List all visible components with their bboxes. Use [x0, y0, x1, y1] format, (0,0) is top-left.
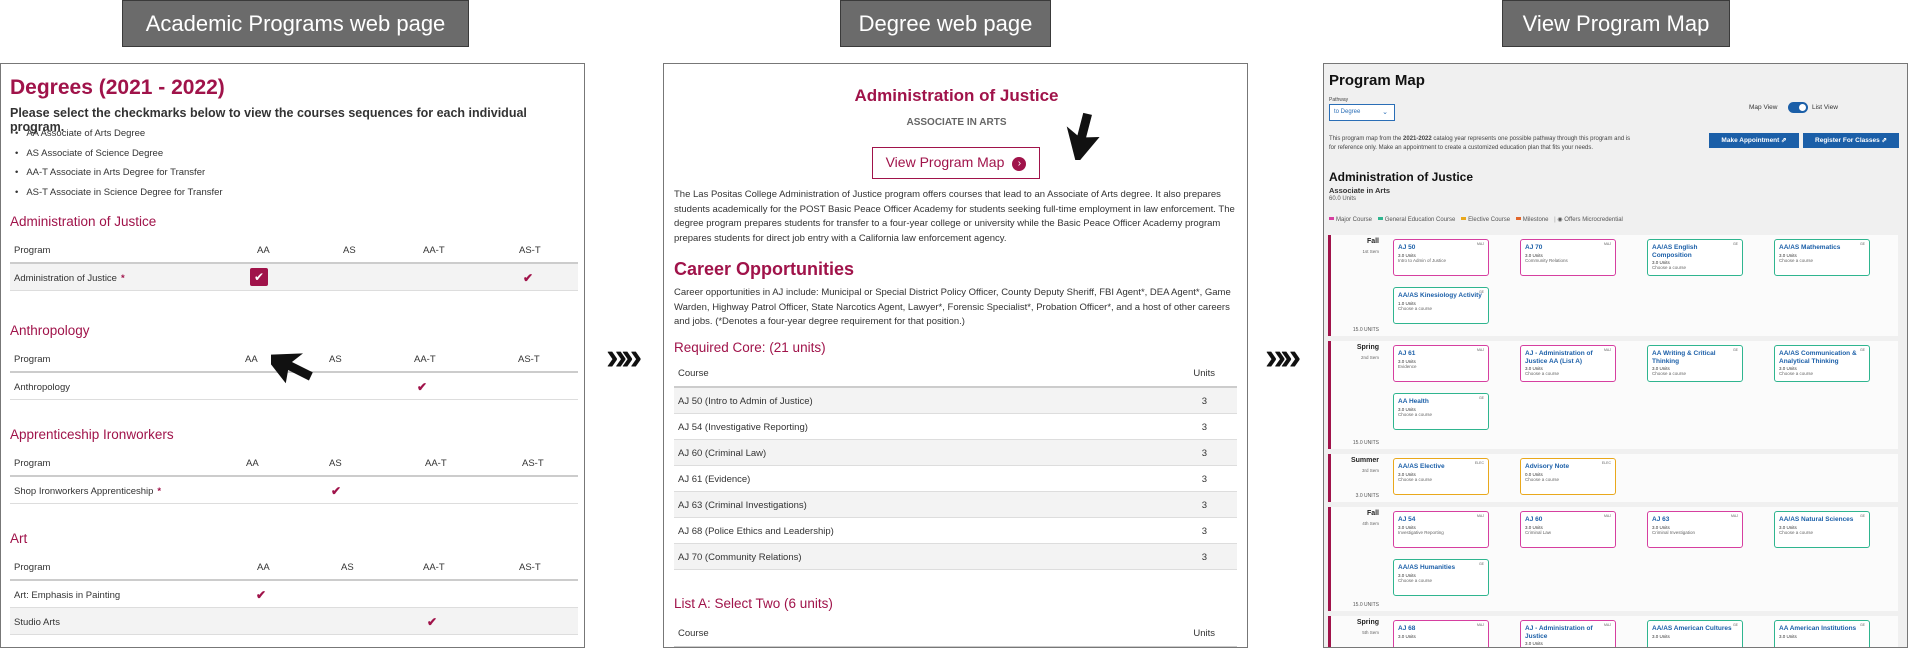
course-card[interactable]	[1520, 239, 1616, 276]
table-row	[674, 388, 1237, 414]
course-units: 3.0 Units	[1525, 366, 1543, 371]
pathway-value: to Degree	[1334, 109, 1361, 115]
caption-view-program-map: View Program Map	[1502, 0, 1730, 47]
program-map-title: Program Map	[1329, 72, 1425, 89]
program-name: Administration of Justice	[14, 273, 117, 284]
course-card[interactable]	[1774, 511, 1870, 548]
register-for-classes-button[interactable]: Register For Classes ⇗	[1803, 133, 1899, 148]
section-title: Art	[10, 531, 28, 546]
list-item: • AA-T Associate in Arts Degree for Transfer	[15, 163, 223, 183]
term-units: 15.0 UNITS	[1352, 327, 1379, 333]
course-card[interactable]	[1774, 345, 1870, 382]
academic-programs-panel	[0, 63, 585, 648]
term-name: Fall	[1366, 510, 1379, 517]
course-card[interactable]	[1393, 287, 1489, 324]
table-row	[674, 466, 1237, 492]
term-sub: 2nd Sem	[1360, 355, 1379, 360]
course-desc: Choose a course	[1525, 371, 1560, 376]
table-row	[674, 414, 1237, 440]
checkmark-ast-button[interactable]: ✔	[523, 271, 534, 285]
view-toggle[interactable]	[1788, 102, 1808, 113]
course-units: 1.0 Units	[1398, 300, 1416, 306]
list-item: • AS-T Associate in Science Degree for Transfer	[15, 183, 223, 203]
table-header	[674, 360, 1237, 388]
program-title: Administration of Justice	[1329, 170, 1474, 184]
col-aat: AA-T	[423, 245, 445, 256]
degree-type-list	[15, 124, 223, 202]
caption-academic-programs: Academic Programs web page	[122, 0, 469, 47]
disclaimer-text: This program map from the	[1329, 136, 1404, 142]
list-view-label: List View	[1812, 104, 1838, 111]
pointer-arrow-icon	[1049, 104, 1101, 160]
table-row	[10, 581, 578, 608]
page-title: Degrees (2021 - 2022)	[10, 76, 225, 99]
course-name: AJ - Administration of Justice AA (List A)	[1525, 350, 1593, 365]
section-title: Apprenticeship Ironworkers	[10, 427, 174, 442]
col-aa: AA	[257, 245, 270, 256]
course-desc: Choose a course	[1652, 265, 1687, 270]
list-item: • AA Associate of Arts Degree	[15, 124, 223, 144]
transition-arrows-2: »»	[1265, 336, 1296, 378]
course-units: 3.0 Units	[1398, 406, 1416, 412]
table-row	[10, 608, 578, 635]
course-name: AJ 50	[1398, 244, 1416, 251]
required-marker: *	[120, 273, 125, 284]
legend-ge: General Education Course	[1384, 217, 1456, 223]
legend-milestone: Milestone	[1522, 217, 1549, 223]
table-row	[674, 544, 1237, 570]
course-legend: Major Course General Education Course Elective Course Milestone | ◉ Offers Microcredential	[1329, 216, 1623, 223]
course-name: AA/AS Communication & Analytical Thinking	[1779, 350, 1857, 365]
required-marker: *	[157, 486, 162, 497]
course-units: 3.0 Units	[1652, 633, 1670, 639]
course-desc: Choose a course	[1398, 411, 1433, 417]
course-units: 3.0 Units	[1398, 358, 1416, 364]
degree-page-panel	[663, 63, 1248, 648]
course-units: 3.0 Units	[1398, 633, 1416, 639]
term-block	[1328, 235, 1898, 336]
milestone-swatch	[1516, 217, 1521, 220]
course-tag: ELEC	[1474, 461, 1484, 465]
section-title: Anthropology	[10, 323, 90, 338]
course-units: 3.0 Units	[1398, 572, 1416, 578]
table-header	[10, 553, 578, 581]
col-program: Program	[14, 458, 51, 469]
course-card[interactable]	[1393, 393, 1489, 430]
course-units: 3	[1201, 422, 1207, 433]
course-name: AJ 68 (Police Ethics and Leadership)	[678, 526, 834, 537]
total-units: 60.0 Units	[1329, 196, 1357, 202]
course-name: AA American Institutions	[1779, 625, 1857, 632]
checkmark-aat-button[interactable]: ✔	[427, 615, 438, 629]
disclaimer-text: catalog year represents one possible pathway through this program and is for reference only. Make an appointment to create a customized education plan that fits your needs.	[1329, 136, 1631, 151]
table-row	[674, 518, 1237, 544]
program-map-panel	[1323, 63, 1908, 648]
course-tag: GE	[1478, 562, 1484, 566]
course-card[interactable]	[1647, 239, 1743, 276]
col-as: AS	[329, 354, 342, 365]
course-desc: Evidence	[1398, 363, 1417, 369]
term-block	[1328, 341, 1898, 449]
course-units: 3	[1201, 500, 1207, 511]
course-units: 3.0 Units	[1779, 366, 1797, 371]
program-name: Shop Ironworkers Apprenticeship	[14, 486, 154, 497]
course-desc: Choose a course	[1398, 577, 1433, 583]
course-units: 0.0 Units	[1525, 471, 1543, 477]
course-units: 3.0 Units	[1398, 524, 1416, 530]
term-units: 15.0 UNITS	[1352, 440, 1379, 446]
course-name: AA/AS Humanities	[1398, 564, 1456, 571]
col-aa: AA	[245, 354, 258, 365]
course-tag: ELEC	[1601, 461, 1611, 465]
pathway-select[interactable]	[1329, 104, 1395, 121]
course-card[interactable]	[1393, 559, 1489, 596]
term-name: Spring	[1356, 619, 1379, 626]
col-program: Program	[14, 245, 51, 256]
col-aat: AA-T	[425, 458, 447, 469]
col-as: AS	[329, 458, 342, 469]
course-units: 3.0 Units	[1398, 471, 1416, 477]
term-block	[1328, 616, 1898, 648]
course-desc: Choose a course	[1779, 529, 1814, 535]
col-units: Units	[1193, 368, 1215, 379]
career-heading: Career Opportunities	[674, 259, 855, 279]
term-units: 3.0 UNITS	[1355, 493, 1379, 499]
col-program: Program	[14, 562, 51, 573]
col-as: AS	[343, 245, 356, 256]
course-tag: GE	[1732, 623, 1738, 627]
course-card[interactable]	[1393, 345, 1489, 382]
course-units: 3.0 Units	[1525, 641, 1543, 646]
checkmark-aa-button[interactable]: ✔	[250, 268, 268, 286]
course-name: AJ 63 (Criminal Investigations)	[678, 500, 807, 511]
course-desc: Choose a course	[1525, 476, 1560, 482]
course-name: AA Writing & Critical Thinking	[1652, 350, 1716, 365]
degree-type: Associate in Arts	[1329, 186, 1390, 195]
col-course: Course	[678, 628, 709, 639]
course-name: AJ - Administration of Justice	[1525, 625, 1593, 640]
list-a-heading: List A: Select Two (6 units)	[674, 596, 833, 611]
checkmark-aa-button[interactable]: ✔	[256, 588, 267, 602]
intro-text: Please select the checkmarks below to view the courses sequences for each individual program.	[10, 106, 527, 134]
course-tag: GE	[1478, 290, 1484, 294]
course-units: 3.0 Units	[1652, 366, 1670, 371]
course-units: 3	[1201, 526, 1207, 537]
course-tag: MAJ	[1604, 514, 1611, 518]
course-units: 3	[1201, 448, 1207, 459]
legend-elective: Elective Course	[1468, 217, 1511, 223]
course-units: 3	[1201, 552, 1207, 563]
disclaimer	[1329, 135, 1634, 153]
course-card[interactable]	[1393, 511, 1489, 548]
ge-swatch	[1378, 217, 1383, 220]
col-ast: AS-T	[519, 245, 541, 256]
col-ast: AS-T	[519, 562, 541, 573]
course-units: 3.0 Units	[1779, 252, 1797, 258]
course-tag: GE	[1732, 242, 1738, 246]
course-card[interactable]	[1520, 511, 1616, 548]
term-sub: 4th Sem	[1362, 521, 1379, 526]
course-name: AJ 61 (Evidence)	[678, 474, 751, 485]
required-core-heading: Required Core: (21 units)	[674, 340, 826, 355]
table-header	[10, 236, 578, 264]
view-program-map-button[interactable]	[872, 147, 1040, 179]
course-tag: MAJ	[1477, 242, 1484, 246]
view-program-map-label: View Program Map	[885, 154, 1005, 170]
checkmark-aat-button[interactable]: ✔	[417, 380, 428, 394]
elective-swatch	[1461, 217, 1466, 220]
cursor-arrow-icon	[271, 336, 331, 396]
course-card[interactable]	[1774, 239, 1870, 276]
course-units: 3.0 Units	[1525, 252, 1543, 258]
term-units: 15.0 UNITS	[1352, 602, 1379, 608]
col-course: Course	[678, 368, 709, 379]
map-view-label: Map View	[1749, 104, 1778, 111]
course-card[interactable]	[1520, 620, 1616, 648]
course-tag: GE	[1859, 514, 1865, 518]
table-header	[674, 620, 1237, 648]
checkmark-as-button[interactable]: ✔	[331, 484, 342, 498]
course-tag: GE	[1859, 623, 1865, 627]
course-desc: Choose a course	[1398, 305, 1433, 311]
degree-title: Administration of Justice	[854, 86, 1059, 105]
course-desc: Criminal Investigation	[1652, 529, 1696, 535]
course-card[interactable]	[1393, 620, 1489, 648]
table-row	[674, 492, 1237, 518]
course-units: 3.0 Units	[1652, 260, 1670, 265]
course-units: 3	[1201, 474, 1207, 485]
make-appointment-button[interactable]: Make Appointment ⇗	[1709, 133, 1799, 148]
program-name: Art: Emphasis in Painting	[14, 590, 121, 601]
course-name: AJ 60 (Criminal Law)	[678, 448, 767, 459]
degree-subtitle: ASSOCIATE IN ARTS	[906, 117, 1007, 128]
transition-arrows-1: »»	[606, 336, 637, 378]
career-text: Career opportunities in AJ include: Municipal or Special District Policy Officer, County Deputy Sheriff, FBI Agent*, DEA Agent*, Game Warden, Highway Patrol Officer, State Narcotics Agent, Lawyer*, Forensic Specialist*, Probation Officer*, and a host of other careers and jobs. (*Denotes a four-year degree requirement for that position.)	[674, 287, 1231, 327]
course-desc: Community Relations	[1525, 257, 1568, 263]
course-units: 3	[1201, 396, 1207, 407]
course-tag: MAJ	[1477, 623, 1484, 627]
course-desc: Investigative Reporting	[1398, 529, 1444, 535]
course-name: AJ 68	[1398, 625, 1416, 632]
course-name: AA/AS Mathematics	[1779, 244, 1841, 251]
course-name: AA Health	[1398, 398, 1429, 405]
course-card[interactable]	[1647, 345, 1743, 382]
course-card[interactable]	[1520, 458, 1616, 495]
col-as: AS	[341, 562, 354, 573]
list-item: • AS Associate of Science Degree	[15, 144, 223, 164]
course-tag: MAJ	[1604, 348, 1611, 352]
course-tag: GE	[1859, 348, 1865, 352]
course-tag: MAJ	[1731, 514, 1738, 518]
term-sub: 1st Sem	[1362, 249, 1379, 254]
term-sub: 3rd Sem	[1361, 468, 1379, 473]
table-row	[10, 264, 578, 291]
section-apprenticeship-ironworkers	[10, 425, 578, 504]
section-administration-of-justice	[10, 212, 578, 291]
course-desc: Choose a course	[1779, 257, 1814, 263]
term-name: Summer	[1350, 457, 1379, 464]
course-name: AA/AS English Composition	[1652, 244, 1698, 259]
course-name: AA/AS Elective	[1398, 463, 1445, 470]
course-card[interactable]	[1393, 458, 1489, 495]
term-block	[1328, 507, 1898, 611]
course-card[interactable]	[1393, 239, 1489, 276]
major-swatch	[1329, 217, 1334, 220]
course-card[interactable]	[1520, 345, 1616, 382]
course-name: AJ 70	[1525, 244, 1543, 251]
course-units: 3.0 Units	[1779, 633, 1797, 639]
table-row	[10, 477, 578, 504]
course-name: AJ 70 (Community Relations)	[678, 552, 802, 563]
course-card[interactable]	[1774, 620, 1870, 648]
course-name: AA/AS Kinesiology Activity	[1398, 292, 1482, 299]
section-title: Administration of Justice	[10, 214, 157, 229]
course-desc: Choose a course	[1652, 371, 1687, 376]
course-name: AJ 54	[1398, 516, 1416, 523]
legend-micro: Offers Microcredential	[1564, 217, 1623, 223]
col-aat: AA-T	[414, 354, 436, 365]
section-art	[10, 529, 578, 635]
legend-major: Major Course	[1336, 217, 1373, 223]
course-units: 3.0 Units	[1652, 524, 1670, 530]
term-name: Fall	[1366, 238, 1379, 245]
course-desc: Choose a course	[1779, 371, 1814, 376]
course-tag: GE	[1859, 242, 1865, 246]
course-name: AJ 61	[1398, 350, 1416, 357]
course-desc: Criminal Law	[1525, 529, 1552, 535]
course-card[interactable]	[1647, 620, 1743, 648]
course-card[interactable]	[1647, 511, 1743, 548]
course-name: AA/AS American Cultures	[1652, 625, 1732, 632]
course-desc: Choose a course	[1398, 476, 1433, 482]
col-aa: AA	[246, 458, 259, 469]
required-core-table	[674, 360, 1237, 570]
course-units: 3.0 Units	[1398, 252, 1416, 258]
program-name: Anthropology	[14, 382, 70, 393]
table-row	[674, 440, 1237, 466]
col-units: Units	[1193, 628, 1215, 639]
disclaimer-year: 2021-2022	[1403, 136, 1432, 142]
col-ast: AS-T	[518, 354, 540, 365]
term-block	[1328, 454, 1898, 502]
col-program: Program	[14, 354, 51, 365]
course-units: 3.0 Units	[1525, 524, 1543, 530]
course-name: AJ 50 (Intro to Admin of Justice)	[678, 396, 813, 407]
course-name: AJ 60	[1525, 516, 1543, 523]
course-name: AA/AS Natural Sciences	[1779, 516, 1854, 523]
course-units: 3.0 Units	[1779, 524, 1797, 530]
term-name: Spring	[1356, 344, 1379, 351]
microcredential-icon: ◉	[1557, 217, 1563, 223]
term-sub: 5th Sem	[1362, 630, 1379, 635]
program-name: Studio Arts	[14, 617, 60, 628]
course-tag: MAJ	[1477, 348, 1484, 352]
course-name: AJ 54 (Investigative Reporting)	[678, 422, 808, 433]
list-a-table	[674, 620, 1237, 648]
table-header	[10, 449, 578, 477]
course-tag: MAJ	[1477, 514, 1484, 518]
course-desc: Intro to Admin of Justice	[1398, 257, 1447, 263]
col-aa: AA	[257, 562, 270, 573]
degree-description: The Las Positas College Administration of Justice program offers courses that lead to an Associate of Arts degree. It also prepares students academically for the POST Basic Peace Officer Academy for students seeking full-time employment in law enforcement. The degree program prepares students for transfer to a four-year college or university while the Basic Peace Officer Academy program prepares students for direct job entry with a California law enforcement agency.	[674, 189, 1235, 244]
col-aat: AA-T	[423, 562, 445, 573]
course-name: AJ 63	[1652, 516, 1670, 523]
col-ast: AS-T	[522, 458, 544, 469]
course-tag: GE	[1732, 348, 1738, 352]
course-tag: MAJ	[1604, 242, 1611, 246]
course-tag: MAJ	[1604, 623, 1611, 627]
chevron-down-icon: ⌄	[1382, 109, 1388, 116]
course-name: Advisory Note	[1525, 463, 1570, 470]
course-tag: GE	[1478, 396, 1484, 400]
chevron-right-icon: ›	[1012, 157, 1026, 171]
caption-degree-page: Degree web page	[840, 0, 1051, 47]
pathway-label: Pathway	[1329, 97, 1349, 103]
